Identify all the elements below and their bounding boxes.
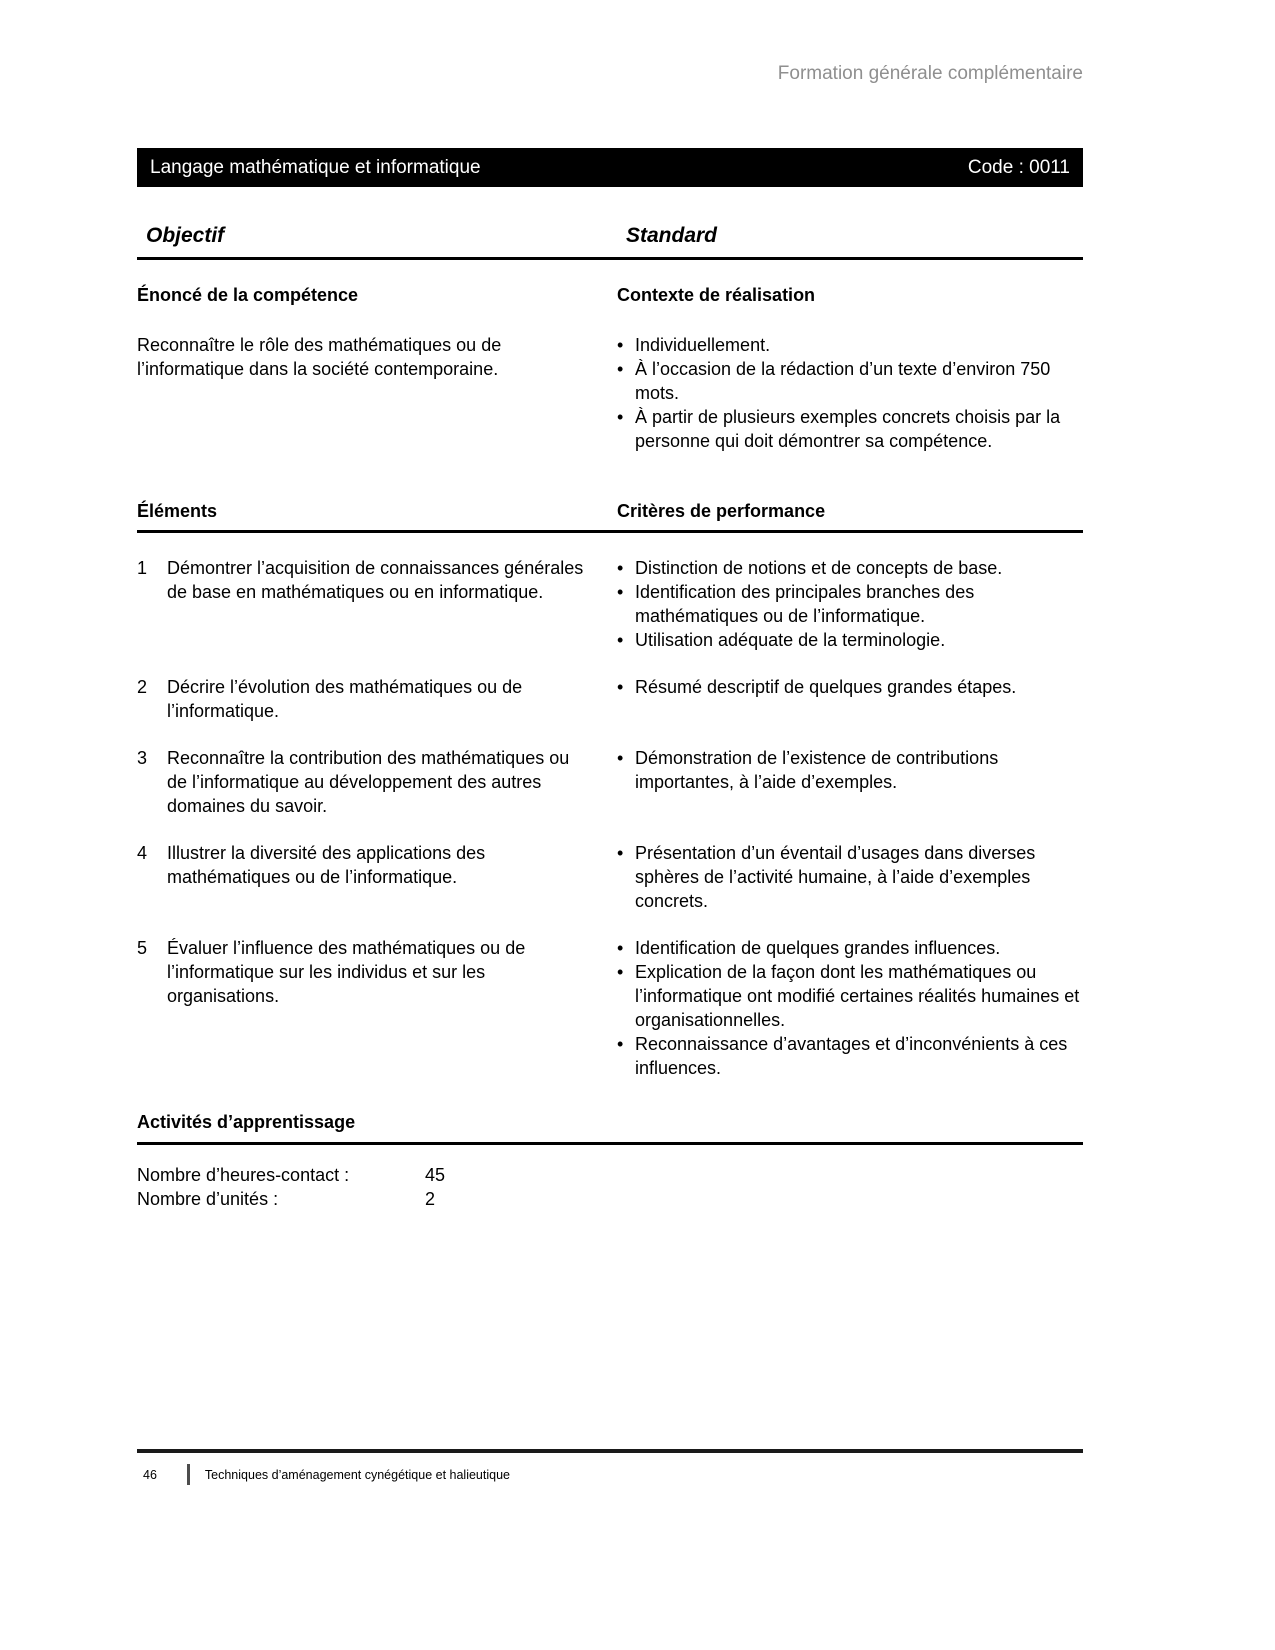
- bullet-marker: •: [617, 558, 624, 578]
- bullet-text: Utilisation adéquate de la terminologie.: [635, 630, 946, 650]
- footer-divider: [187, 1464, 190, 1485]
- bullet-text: Présentation d’un éventail d’usages dans diverses sphères de l’activité humaine, à l’aide d’exemples concrets.: [635, 843, 1036, 911]
- hours-contact-label: Nombre d’heures-contact :: [137, 1165, 350, 1185]
- bullet-text: Reconnaissance d’avantages et d’inconvénients à ces influences.: [635, 1034, 1068, 1078]
- units-value: 2: [425, 1189, 436, 1209]
- bullet-marker: •: [617, 335, 624, 355]
- page-footer: [137, 1449, 1083, 1485]
- bullet-text: Individuellement.: [635, 335, 771, 355]
- bullet-marker: •: [617, 630, 624, 650]
- element-item: [137, 841, 617, 913]
- units-line: [137, 1187, 1083, 1211]
- hours-contact-value: 45: [425, 1165, 446, 1185]
- element-row: [137, 841, 1083, 913]
- element-item: [137, 746, 617, 818]
- bullet-item: [617, 960, 1083, 1032]
- page-content: [137, 224, 1083, 1211]
- element-number: 5: [137, 938, 148, 958]
- bullet-item: [617, 556, 1083, 580]
- element-text: Évaluer l’influence des mathématiques ou de l’informatique sur les individus et sur les organisations.: [167, 938, 526, 1006]
- course-code: Code : 0011: [967, 156, 1070, 178]
- footer-program-title: Techniques d’aménagement cynégétique et halieutique: [204, 1467, 510, 1482]
- bullet-item: [617, 628, 1083, 652]
- enonce-heading: Énoncé de la compétence: [137, 285, 359, 305]
- criteria-bullet-list: [617, 746, 1083, 818]
- element-text: Décrire l’évolution des mathématiques ou de l’informatique.: [167, 677, 523, 721]
- competence-statement: Reconnaître le rôle des mathématiques ou de l’informatique dans la société contemporaine.: [137, 335, 502, 379]
- activities-heading: Activités d’apprentissage: [137, 1110, 1083, 1145]
- bullet-text: Résumé descriptif de quelques grandes étapes.: [635, 677, 1017, 697]
- bullet-marker: •: [617, 843, 624, 863]
- bullet-marker: •: [617, 407, 624, 427]
- bullet-item: [617, 357, 1083, 405]
- bullet-marker: •: [617, 677, 624, 697]
- bullet-text: Identification de quelques grandes influences.: [635, 938, 1001, 958]
- bullet-marker: •: [617, 938, 624, 958]
- bullet-text: Identification des principales branches des mathématiques ou de l’informatique.: [635, 582, 975, 626]
- competence-right-cell: [617, 260, 1083, 453]
- bullet-item: [617, 405, 1083, 453]
- bullet-item: [617, 1032, 1083, 1080]
- element-row: [137, 746, 1083, 818]
- bullet-text: Explication de la façon dont les mathématiques ou l’informatique ont modifié certaines réalités humaines et organisationnelles.: [635, 962, 1080, 1030]
- criteria-bullet-list: [617, 675, 1083, 723]
- bullet-text: Distinction de notions et de concepts de base.: [635, 558, 1003, 578]
- bullet-marker: •: [617, 962, 624, 982]
- objectif-header: Objectif: [146, 224, 225, 247]
- running-header: Formation générale complémentaire: [777, 63, 1083, 84]
- criteria-bullet-list: [617, 936, 1083, 1080]
- bullet-marker: •: [617, 748, 624, 768]
- bullet-item: [617, 746, 1083, 794]
- elements-heading: Éléments: [137, 501, 218, 521]
- bullet-text: Démonstration de l’existence de contributions importantes, à l’aide d’exemples.: [635, 748, 999, 792]
- contexte-heading: Contexte de réalisation: [617, 285, 816, 305]
- element-row: [137, 936, 1083, 1080]
- element-item: [137, 936, 617, 1080]
- course-title-bar: [137, 148, 1083, 187]
- bullet-marker: •: [617, 582, 624, 602]
- element-text: Reconnaître la contribution des mathématiques ou de l’informatique au développement des autres domaines du savoir.: [167, 748, 570, 816]
- criteres-heading: Critères de performance: [617, 501, 826, 521]
- bullet-item: [617, 580, 1083, 628]
- page-number: 46: [143, 1467, 157, 1482]
- competence-left-cell: [137, 260, 617, 453]
- bullet-item: [617, 333, 1083, 357]
- bullet-item: [617, 841, 1083, 913]
- course-title: Langage mathématique et informatique: [150, 156, 481, 178]
- criteria-bullet-list: [617, 556, 1083, 652]
- element-item: [137, 675, 617, 723]
- bullet-item: [617, 936, 1083, 960]
- element-row: [137, 556, 1083, 652]
- bullet-text: À l’occasion de la rédaction d’un texte d’environ 750 mots.: [635, 359, 1051, 403]
- element-number: 1: [137, 558, 148, 578]
- standard-header: Standard: [626, 224, 718, 247]
- bullet-text: À partir de plusieurs exemples concrets choisis par la personne qui doit démontrer sa compétence.: [635, 407, 1061, 451]
- objective-standard-header-row: [137, 224, 1083, 260]
- element-text: Démontrer l’acquisition de connaissances générales de base en mathématiques ou en informatique.: [167, 558, 584, 602]
- element-row: [137, 675, 1083, 723]
- competence-section: [137, 260, 1083, 453]
- elements-criteres-header-row: [137, 499, 1083, 533]
- element-number: 3: [137, 748, 148, 768]
- element-item: [137, 556, 617, 652]
- bullet-marker: •: [617, 1034, 624, 1054]
- elements-rows: [137, 556, 1083, 1080]
- hours-contact-line: [137, 1163, 1083, 1187]
- element-number: 2: [137, 677, 148, 697]
- element-number: 4: [137, 843, 148, 863]
- contexte-bullet-list: [617, 333, 1083, 453]
- bullet-marker: •: [617, 359, 624, 379]
- bullet-item: [617, 675, 1083, 699]
- units-label: Nombre d’unités :: [137, 1189, 279, 1209]
- activities-details: [137, 1163, 1083, 1211]
- element-text: Illustrer la diversité des applications des mathématiques ou de l’informatique.: [167, 843, 486, 887]
- criteria-bullet-list: [617, 841, 1083, 913]
